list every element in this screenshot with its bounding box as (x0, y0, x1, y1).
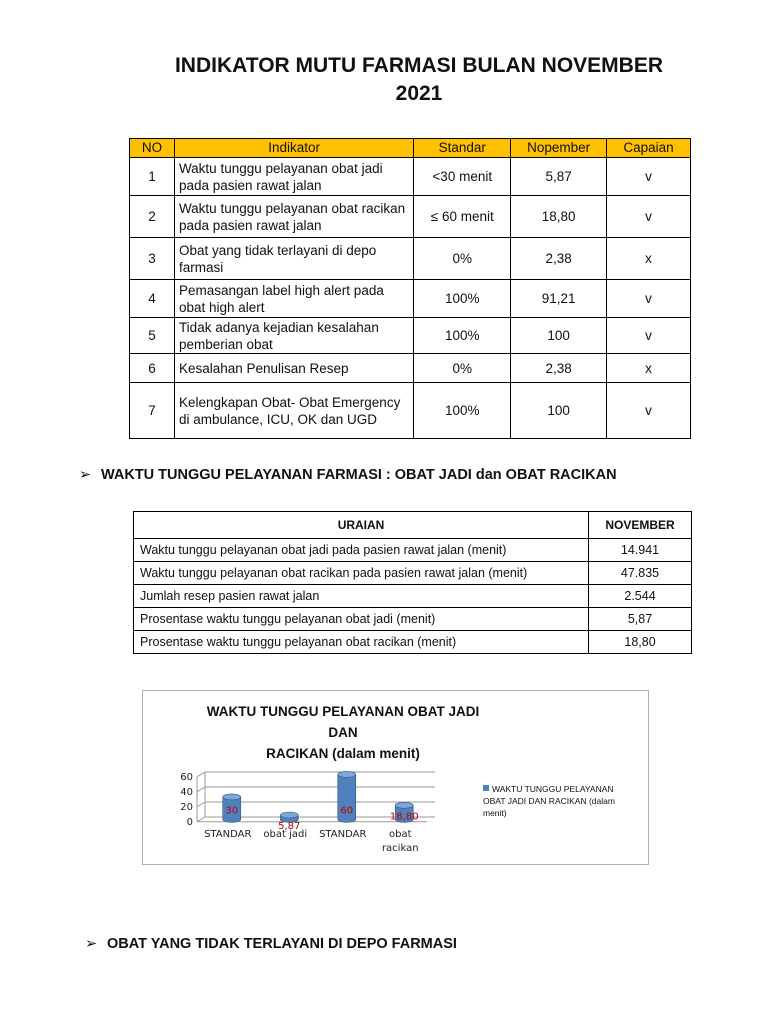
y-tick-label: 60 (180, 771, 193, 783)
table-row (130, 238, 691, 280)
header-capaian: Capaian (607, 139, 691, 158)
cell-value: 47.835 (589, 562, 692, 585)
legend-swatch (483, 785, 489, 791)
header-uraian: URAIAN (134, 512, 589, 539)
wait-table-header (134, 512, 692, 539)
header-november: NOVEMBER (589, 512, 692, 539)
data-label: 18,80 (389, 811, 419, 823)
section-heading-text: WAKTU TUNGGU PELAYANAN FARMASI : OBAT JADI dan OBAT RACIKAN (101, 467, 617, 483)
x-tick-label: STANDAR (319, 829, 367, 840)
table-row (134, 631, 692, 654)
cell-no: 6 (130, 354, 175, 383)
cell-standar: 100% (414, 383, 511, 439)
cell-indikator: Kesalahan Penulisan Resep (174, 354, 413, 383)
cell-uraian: Prosentase waktu tunggu pelayanan obat jadi (menit) (134, 608, 589, 631)
indicator-table-header (130, 139, 691, 158)
cell-indikator: Obat yang tidak terlayani di depo farmasi (174, 238, 413, 280)
page-title (0, 52, 768, 108)
cell-capaian: v (607, 158, 691, 196)
cell-value: 18,80 (589, 631, 692, 654)
cell-indikator: Kelengkapan Obat- Obat Emergency di ambulance, ICU, OK dan UGD (174, 383, 413, 439)
cell-no: 7 (130, 383, 175, 439)
data-label: 5,87 (278, 820, 301, 832)
cell-standar: 100% (414, 280, 511, 318)
cell-value: 2.544 (589, 585, 692, 608)
cell-capaian: x (607, 238, 691, 280)
cell-indikator: Tidak adanya kejadian kesalahan pemberian obat (174, 318, 413, 354)
cell-nopember: 91,21 (511, 280, 607, 318)
cell-capaian: x (607, 354, 691, 383)
y-tick-label: 20 (180, 801, 193, 813)
wait-time-table (133, 511, 692, 654)
cell-no: 3 (130, 238, 175, 280)
cell-standar: 0% (414, 354, 511, 383)
cell-uraian: Prosentase waktu tunggu pelayanan obat racikan (menit) (134, 631, 589, 654)
section-heading-obat-tidak-terlayani (85, 936, 457, 952)
wait-time-chart (142, 690, 649, 865)
cell-no: 1 (130, 158, 175, 196)
cell-nopember: 18,80 (511, 196, 607, 238)
legend-label-line2: OBAT JADI DAN RACIKAN (dalam (483, 796, 615, 806)
cell-value: 5,87 (589, 608, 692, 631)
cell-value: 14.941 (589, 539, 692, 562)
cell-capaian: v (607, 196, 691, 238)
gridline-depth (197, 817, 205, 822)
header-no: NO (130, 139, 175, 158)
table-row (134, 608, 692, 631)
cell-standar: <30 menit (414, 158, 511, 196)
cell-standar: ≤ 60 menit (414, 196, 511, 238)
cell-nopember: 100 (511, 318, 607, 354)
cell-capaian: v (607, 280, 691, 318)
table-row (130, 318, 691, 354)
cell-nopember: 2,38 (511, 354, 607, 383)
page-title-line1: INDIKATOR MUTU FARMASI BULAN NOVEMBER (174, 54, 664, 77)
table-row (130, 383, 691, 439)
gridline-depth (197, 802, 205, 807)
cell-indikator: Waktu tunggu pelayanan obat jadi pada pasien rawat jalan (174, 158, 413, 196)
data-label: 60 (340, 805, 354, 817)
cell-no: 4 (130, 280, 175, 318)
cell-standar: 100% (414, 318, 511, 354)
indicator-table (129, 138, 691, 439)
chart-legend (483, 783, 643, 819)
table-row (134, 539, 692, 562)
chart-title-line1: WAKTU TUNGGU PELAYANAN OBAT JADI DAN (206, 704, 480, 740)
cell-nopember: 2,38 (511, 238, 607, 280)
x-tick-label: obat jadi (263, 829, 308, 840)
cell-uraian: Waktu tunggu pelayanan obat racikan pada pasien rawat jalan (menit) (134, 562, 589, 585)
table-row (130, 196, 691, 238)
cell-uraian: Waktu tunggu pelayanan obat jadi pada pasien rawat jalan (menit) (134, 539, 589, 562)
chart-plot (143, 691, 648, 864)
legend-label-line1: WAKTU TUNGGU PELAYANAN (492, 784, 614, 794)
table-row (130, 158, 691, 196)
chart-title-line2: RACIKAN (dalam menit) (266, 746, 420, 761)
header-indikator: Indikator (174, 139, 413, 158)
page-title-line2: 2021 (395, 82, 443, 105)
data-label: 30 (225, 805, 239, 817)
x-tick-label: racikan (381, 843, 419, 854)
table-row (130, 354, 691, 383)
x-tick-label: obat (388, 829, 412, 840)
cell-indikator: Pemasangan label high alert pada obat high alert (174, 280, 413, 318)
gridline-depth (197, 787, 205, 792)
y-tick-label: 40 (180, 786, 193, 798)
header-nopember: Nopember (511, 139, 607, 158)
arrow-bullet-icon: ➢ (79, 467, 92, 483)
cell-standar: 0% (414, 238, 511, 280)
x-tick-label: STANDAR (204, 829, 252, 840)
header-standar: Standar (414, 139, 511, 158)
table-row (130, 280, 691, 318)
cell-nopember: 5,87 (511, 158, 607, 196)
cell-capaian: v (607, 318, 691, 354)
section-heading-waktu-tunggu (79, 467, 617, 483)
cell-capaian: v (607, 383, 691, 439)
table-row (134, 585, 692, 608)
cell-nopember: 100 (511, 383, 607, 439)
cell-no: 2 (130, 196, 175, 238)
legend-label-line3: menit) (483, 808, 507, 818)
cell-indikator: Waktu tunggu pelayanan obat racikan pada pasien rawat jalan (174, 196, 413, 238)
gridline-depth (197, 772, 205, 777)
table-row (134, 562, 692, 585)
cell-no: 5 (130, 318, 175, 354)
cell-uraian: Jumlah resep pasien rawat jalan (134, 585, 589, 608)
y-tick-label: 0 (186, 816, 193, 828)
section-heading-text: OBAT YANG TIDAK TERLAYANI DI DEPO FARMASI (107, 936, 457, 952)
arrow-bullet-icon: ➢ (85, 936, 98, 952)
